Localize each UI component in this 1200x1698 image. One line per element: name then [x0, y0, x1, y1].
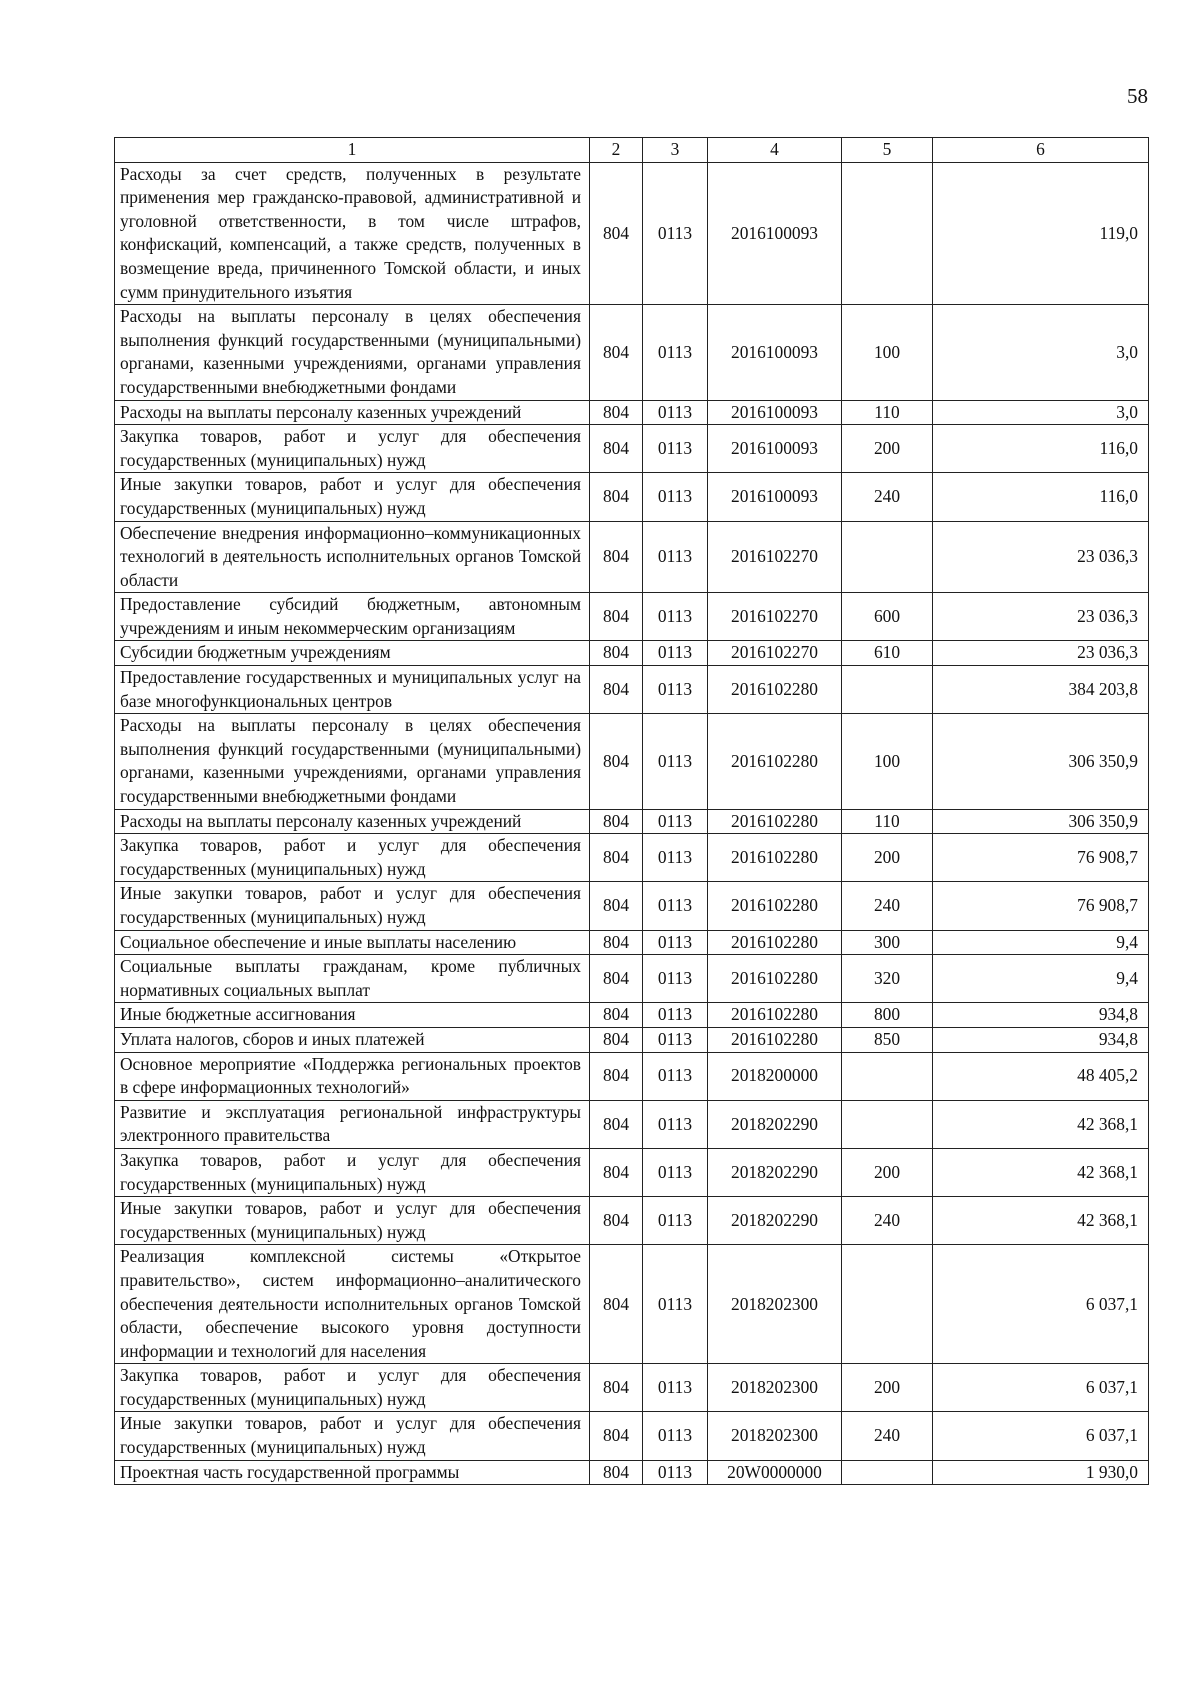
- row-amount-cell: 306 350,9: [933, 809, 1149, 834]
- table-row: [115, 1052, 1149, 1100]
- row-expense-type-cell: [842, 1460, 933, 1485]
- row-expense-type-cell: [842, 162, 933, 305]
- page-number: 58: [1127, 84, 1148, 108]
- row-expense-type-cell: 110: [842, 400, 933, 425]
- row-expense-type-cell: [842, 666, 933, 714]
- row-section-cell: 0113: [643, 1245, 708, 1364]
- row-target-article-cell: 2016102280: [708, 714, 842, 809]
- table-header-row: [115, 138, 1149, 163]
- row-expense-type-cell: [842, 1245, 933, 1364]
- row-target-article-cell: 2016100093: [708, 400, 842, 425]
- row-ved-cell: 804: [590, 930, 643, 955]
- header-cell-6: 6: [933, 138, 1149, 163]
- row-ved-cell: 804: [590, 714, 643, 809]
- row-section-cell: 0113: [643, 162, 708, 305]
- table-row: [115, 425, 1149, 473]
- row-name-cell: Расходы за счет средств, полученных в результате применения мер гражданско-правовой, административной и уголовной ответственности, в том числе штрафов, конфискаций, компенсаций, а также средств, полученных в возмещение вреда, причиненного Томской области, и иных сумм принудительного изъятия: [115, 162, 590, 305]
- row-name-cell: Иные закупки товаров, работ и услуг для обеспечения государственных (муниципальных) нужд: [115, 1412, 590, 1460]
- row-section-cell: 0113: [643, 882, 708, 930]
- row-section-cell: 0113: [643, 305, 708, 400]
- row-section-cell: 0113: [643, 955, 708, 1003]
- row-amount-cell: 9,4: [933, 955, 1149, 1003]
- row-amount-cell: 384 203,8: [933, 666, 1149, 714]
- row-name-cell: Расходы на выплаты персоналу казенных учреждений: [115, 400, 590, 425]
- row-section-cell: 0113: [643, 1460, 708, 1485]
- table-row: [115, 1412, 1149, 1460]
- row-section-cell: 0113: [643, 1412, 708, 1460]
- row-ved-cell: 804: [590, 1197, 643, 1245]
- row-section-cell: 0113: [643, 1197, 708, 1245]
- row-name-cell: Обеспечение внедрения информационно–коммуникационных технологий в деятельность исполнительных органов Томской области: [115, 521, 590, 593]
- row-ved-cell: 804: [590, 1052, 643, 1100]
- header-cell-3: 3: [643, 138, 708, 163]
- row-expense-type-cell: 200: [842, 1148, 933, 1196]
- row-target-article-cell: 2016102280: [708, 834, 842, 882]
- row-amount-cell: 76 908,7: [933, 834, 1149, 882]
- row-ved-cell: 804: [590, 1460, 643, 1485]
- row-amount-cell: 48 405,2: [933, 1052, 1149, 1100]
- table-row: [115, 1460, 1149, 1485]
- row-section-cell: 0113: [643, 1364, 708, 1412]
- row-target-article-cell: 2018200000: [708, 1052, 842, 1100]
- row-name-cell: Предоставление государственных и муниципальных услуг на базе многофункциональных центров: [115, 666, 590, 714]
- row-expense-type-cell: [842, 1052, 933, 1100]
- row-name-cell: Уплата налогов, сборов и иных платежей: [115, 1027, 590, 1052]
- row-expense-type-cell: 320: [842, 955, 933, 1003]
- row-amount-cell: 42 368,1: [933, 1100, 1149, 1148]
- row-expense-type-cell: 240: [842, 473, 933, 521]
- header-cell-5: 5: [842, 138, 933, 163]
- row-name-cell: Расходы на выплаты персоналу казенных учреждений: [115, 809, 590, 834]
- header-cell-1: 1: [115, 138, 590, 163]
- header-cell-4: 4: [708, 138, 842, 163]
- row-target-article-cell: 2016102280: [708, 666, 842, 714]
- row-expense-type-cell: 200: [842, 425, 933, 473]
- row-section-cell: 0113: [643, 400, 708, 425]
- row-target-article-cell: 2016102280: [708, 955, 842, 1003]
- row-name-cell: Расходы на выплаты персоналу в целях обеспечения выполнения функций государственными (муниципальными) органами, казенными учреждениями, органами управления государственными внебюджетными фондами: [115, 305, 590, 400]
- row-name-cell: Социальное обеспечение и иные выплаты населению: [115, 930, 590, 955]
- row-amount-cell: 9,4: [933, 930, 1149, 955]
- row-section-cell: 0113: [643, 641, 708, 666]
- row-ved-cell: 804: [590, 882, 643, 930]
- row-amount-cell: 3,0: [933, 305, 1149, 400]
- table-row: [115, 955, 1149, 1003]
- row-amount-cell: 23 036,3: [933, 593, 1149, 641]
- table-row: [115, 400, 1149, 425]
- row-amount-cell: 23 036,3: [933, 641, 1149, 666]
- row-amount-cell: 6 037,1: [933, 1245, 1149, 1364]
- table-row: [115, 305, 1149, 400]
- table-row: [115, 714, 1149, 809]
- row-target-article-cell: 2016100093: [708, 305, 842, 400]
- row-section-cell: 0113: [643, 714, 708, 809]
- row-section-cell: 0113: [643, 425, 708, 473]
- row-ved-cell: 804: [590, 1364, 643, 1412]
- row-expense-type-cell: 110: [842, 809, 933, 834]
- row-section-cell: 0113: [643, 1027, 708, 1052]
- row-target-article-cell: 2016102280: [708, 882, 842, 930]
- table-row: [115, 473, 1149, 521]
- row-ved-cell: 804: [590, 425, 643, 473]
- row-expense-type-cell: 240: [842, 1197, 933, 1245]
- row-ved-cell: 804: [590, 521, 643, 593]
- row-ved-cell: 804: [590, 473, 643, 521]
- row-target-article-cell: 2016102270: [708, 521, 842, 593]
- row-section-cell: 0113: [643, 521, 708, 593]
- row-ved-cell: 804: [590, 1003, 643, 1028]
- row-name-cell: Проектная часть государственной программы: [115, 1460, 590, 1485]
- row-amount-cell: 23 036,3: [933, 521, 1149, 593]
- row-target-article-cell: 2016102280: [708, 930, 842, 955]
- row-section-cell: 0113: [643, 930, 708, 955]
- row-expense-type-cell: 100: [842, 305, 933, 400]
- row-amount-cell: 6 037,1: [933, 1364, 1149, 1412]
- row-section-cell: 0113: [643, 1052, 708, 1100]
- budget-table: [114, 137, 1149, 1485]
- row-expense-type-cell: [842, 521, 933, 593]
- row-name-cell: Развитие и эксплуатация региональной инфраструктуры электронного правительства: [115, 1100, 590, 1148]
- row-section-cell: 0113: [643, 834, 708, 882]
- row-amount-cell: 1 930,0: [933, 1460, 1149, 1485]
- row-expense-type-cell: 800: [842, 1003, 933, 1028]
- row-target-article-cell: 2018202300: [708, 1245, 842, 1364]
- row-ved-cell: 804: [590, 641, 643, 666]
- row-expense-type-cell: 240: [842, 1412, 933, 1460]
- row-name-cell: Закупка товаров, работ и услуг для обеспечения государственных (муниципальных) нужд: [115, 1148, 590, 1196]
- row-amount-cell: 119,0: [933, 162, 1149, 305]
- row-name-cell: Закупка товаров, работ и услуг для обеспечения государственных (муниципальных) нужд: [115, 425, 590, 473]
- row-expense-type-cell: 850: [842, 1027, 933, 1052]
- row-expense-type-cell: 300: [842, 930, 933, 955]
- row-expense-type-cell: 600: [842, 593, 933, 641]
- row-amount-cell: 76 908,7: [933, 882, 1149, 930]
- row-target-article-cell: 2016100093: [708, 473, 842, 521]
- row-section-cell: 0113: [643, 666, 708, 714]
- row-amount-cell: 306 350,9: [933, 714, 1149, 809]
- table-row: [115, 1148, 1149, 1196]
- table-row: [115, 1364, 1149, 1412]
- row-target-article-cell: 2016102270: [708, 593, 842, 641]
- row-ved-cell: 804: [590, 809, 643, 834]
- table-row: [115, 521, 1149, 593]
- table-row: [115, 1027, 1149, 1052]
- row-section-cell: 0113: [643, 1100, 708, 1148]
- row-section-cell: 0113: [643, 1148, 708, 1196]
- row-section-cell: 0113: [643, 473, 708, 521]
- table-row: [115, 1100, 1149, 1148]
- row-ved-cell: 804: [590, 305, 643, 400]
- row-ved-cell: 804: [590, 162, 643, 305]
- row-ved-cell: 804: [590, 1412, 643, 1460]
- row-expense-type-cell: 200: [842, 1364, 933, 1412]
- row-section-cell: 0113: [643, 809, 708, 834]
- row-name-cell: Иные закупки товаров, работ и услуг для обеспечения государственных (муниципальных) нужд: [115, 1197, 590, 1245]
- row-amount-cell: 934,8: [933, 1027, 1149, 1052]
- table-row: [115, 1003, 1149, 1028]
- row-expense-type-cell: 100: [842, 714, 933, 809]
- row-name-cell: Реализация комплексной системы «Открытое правительство», систем информационно–аналитического обеспечения деятельности исполнительных органов Томской области, обеспечение высокого уровня доступности информации и технологий для населения: [115, 1245, 590, 1364]
- row-expense-type-cell: [842, 1100, 933, 1148]
- row-target-article-cell: 2016100093: [708, 162, 842, 305]
- row-expense-type-cell: 240: [842, 882, 933, 930]
- row-target-article-cell: 20W0000000: [708, 1460, 842, 1485]
- row-ved-cell: 804: [590, 1100, 643, 1148]
- row-ved-cell: 804: [590, 955, 643, 1003]
- row-target-article-cell: 2016100093: [708, 425, 842, 473]
- row-ved-cell: 804: [590, 593, 643, 641]
- row-section-cell: 0113: [643, 593, 708, 641]
- row-target-article-cell: 2016102280: [708, 1027, 842, 1052]
- row-name-cell: Субсидии бюджетным учреждениям: [115, 641, 590, 666]
- row-ved-cell: 804: [590, 1027, 643, 1052]
- row-ved-cell: 804: [590, 1245, 643, 1364]
- table-row: [115, 882, 1149, 930]
- row-target-article-cell: 2018202290: [708, 1148, 842, 1196]
- row-amount-cell: 42 368,1: [933, 1197, 1149, 1245]
- table-row: [115, 1197, 1149, 1245]
- table-row: [115, 641, 1149, 666]
- row-expense-type-cell: 200: [842, 834, 933, 882]
- row-name-cell: Иные бюджетные ассигнования: [115, 1003, 590, 1028]
- row-name-cell: Закупка товаров, работ и услуг для обеспечения государственных (муниципальных) нужд: [115, 834, 590, 882]
- row-amount-cell: 3,0: [933, 400, 1149, 425]
- row-name-cell: Предоставление субсидий бюджетным, автономным учреждениям и иным некоммерческим организациям: [115, 593, 590, 641]
- row-target-article-cell: 2018202290: [708, 1100, 842, 1148]
- row-name-cell: Закупка товаров, работ и услуг для обеспечения государственных (муниципальных) нужд: [115, 1364, 590, 1412]
- row-section-cell: 0113: [643, 1003, 708, 1028]
- row-amount-cell: 6 037,1: [933, 1412, 1149, 1460]
- row-name-cell: Основное мероприятие «Поддержка региональных проектов в сфере информационных технологий»: [115, 1052, 590, 1100]
- row-name-cell: Иные закупки товаров, работ и услуг для обеспечения государственных (муниципальных) нужд: [115, 882, 590, 930]
- row-target-article-cell: 2018202300: [708, 1412, 842, 1460]
- row-ved-cell: 804: [590, 1148, 643, 1196]
- row-ved-cell: 804: [590, 834, 643, 882]
- row-amount-cell: 934,8: [933, 1003, 1149, 1028]
- budget-table-body: [115, 138, 1149, 1485]
- table-row: [115, 666, 1149, 714]
- table-row: [115, 834, 1149, 882]
- row-ved-cell: 804: [590, 400, 643, 425]
- header-cell-2: 2: [590, 138, 643, 163]
- row-amount-cell: 116,0: [933, 473, 1149, 521]
- row-ved-cell: 804: [590, 666, 643, 714]
- table-row: [115, 593, 1149, 641]
- row-target-article-cell: 2016102280: [708, 1003, 842, 1028]
- row-name-cell: Иные закупки товаров, работ и услуг для обеспечения государственных (муниципальных) нужд: [115, 473, 590, 521]
- table-row: [115, 809, 1149, 834]
- row-name-cell: Социальные выплаты гражданам, кроме публичных нормативных социальных выплат: [115, 955, 590, 1003]
- row-target-article-cell: 2016102270: [708, 641, 842, 666]
- table-row: [115, 1245, 1149, 1364]
- table-row: [115, 162, 1149, 305]
- table-row: [115, 930, 1149, 955]
- row-target-article-cell: 2018202290: [708, 1197, 842, 1245]
- row-amount-cell: 116,0: [933, 425, 1149, 473]
- row-amount-cell: 42 368,1: [933, 1148, 1149, 1196]
- row-target-article-cell: 2016102280: [708, 809, 842, 834]
- row-name-cell: Расходы на выплаты персоналу в целях обеспечения выполнения функций государственными (муниципальными) органами, казенными учреждениями, органами управления государственными внебюджетными фондами: [115, 714, 590, 809]
- row-target-article-cell: 2018202300: [708, 1364, 842, 1412]
- row-expense-type-cell: 610: [842, 641, 933, 666]
